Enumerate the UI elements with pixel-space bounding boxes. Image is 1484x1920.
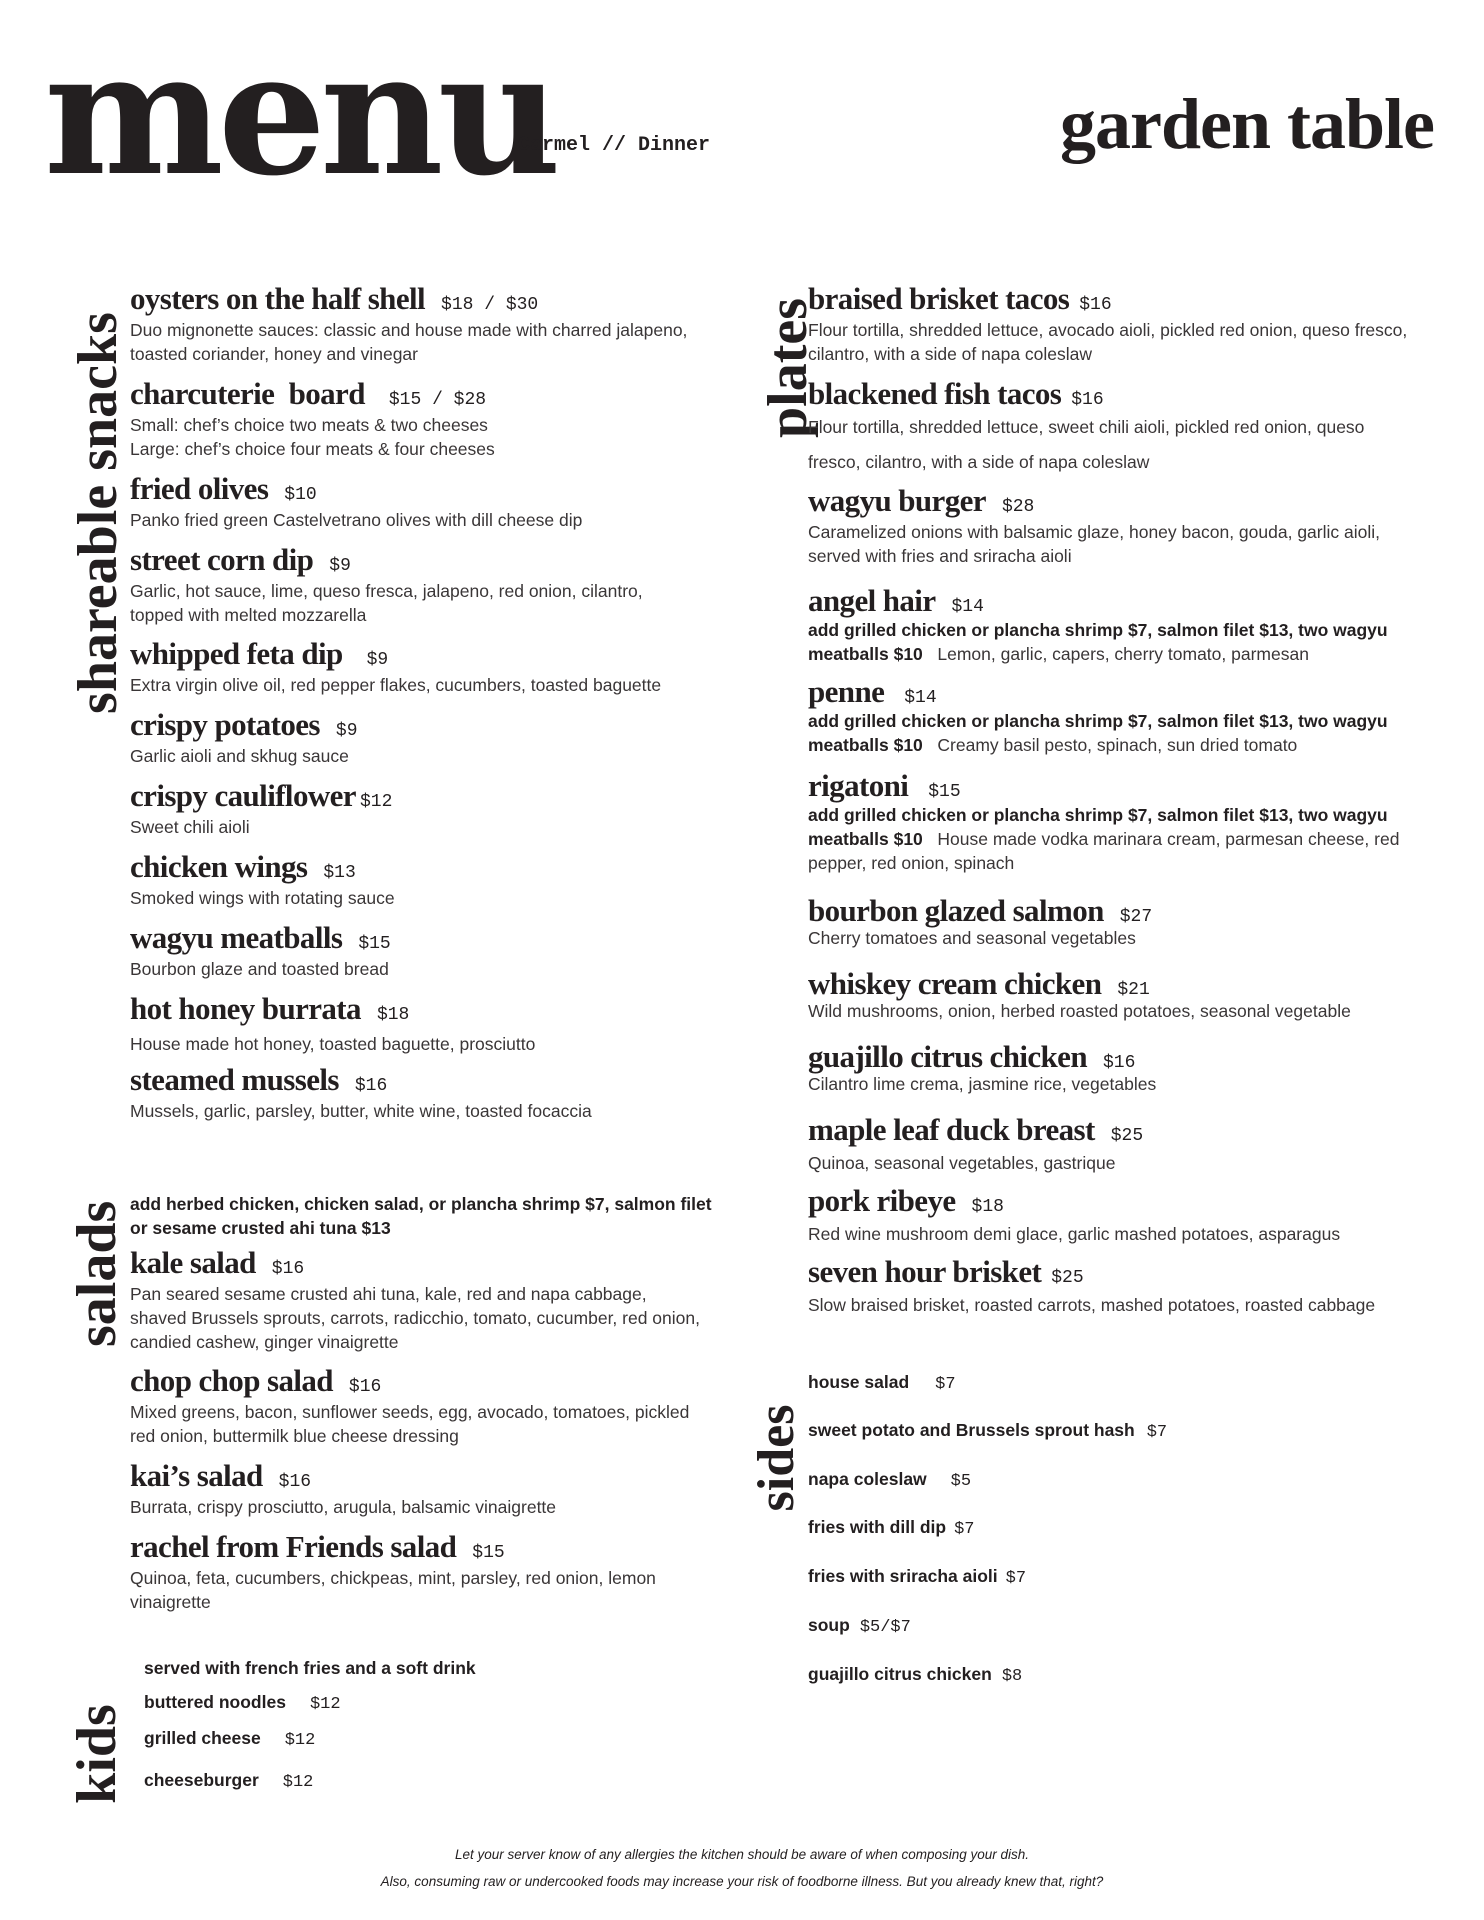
item-price: $15 (928, 782, 961, 802)
menu-item (130, 1246, 700, 1354)
item-price: $21 (1117, 980, 1150, 1000)
item-description: Slow braised brisket, roasted carrots, mashed potatoes, roasted cabbage (808, 1295, 1376, 1315)
menu-item (808, 584, 1428, 666)
menu-item (808, 377, 1364, 474)
item-description: Panko fried green Castelvetrano olives with dill cheese dip (130, 510, 583, 530)
item-price: $14 (904, 688, 937, 708)
item-name: kai’s salad (130, 1458, 263, 1493)
menu-item (808, 484, 1428, 568)
item-price: $7 (935, 1375, 956, 1394)
item-name: hot honey burrata (130, 991, 361, 1026)
item-name: wagyu burger (808, 483, 986, 518)
menu-item (808, 1113, 1143, 1175)
kids-note: served with french fries and a soft drink (144, 1658, 476, 1678)
item-price: $18 / $30 (441, 295, 539, 315)
item-description: Bourbon glaze and toasted bread (130, 959, 389, 979)
item-price: $16 (1079, 295, 1112, 315)
item-price: $12 (359, 792, 393, 812)
restaurant-brand: garden table (1060, 84, 1434, 164)
item-name: chicken wings (130, 849, 308, 884)
item-price: $16 (271, 1259, 305, 1279)
side-item (808, 1372, 956, 1394)
menu-item (130, 1459, 556, 1519)
item-price: $9 (366, 650, 389, 670)
item-price: $18 (971, 1197, 1004, 1217)
item-description: Quinoa, seasonal vegetables, gastrique (808, 1153, 1116, 1173)
item-price: $16 (1071, 390, 1104, 410)
item-description: Cilantro lime crema, jasmine rice, vegetables (808, 1074, 1157, 1094)
item-name: guajillo citrus chicken (808, 1039, 1087, 1074)
section-label-salads: salads (66, 1200, 128, 1347)
item-price: $27 (1119, 907, 1153, 927)
menu-item (808, 1255, 1375, 1317)
item-description: Red wine mushroom demi glace, garlic mashed potatoes, asparagus (808, 1224, 1341, 1244)
menu-item (808, 1040, 1156, 1096)
item-description (808, 618, 1428, 666)
raw-food-warning: Also, consuming raw or undercooked foods may increase your risk of foodborne illness. But you already knew that, right? (380, 1874, 1104, 1889)
item-name: steamed mussels (130, 1062, 339, 1097)
kids-item (144, 1770, 313, 1792)
addon-note: add grilled chicken or plancha shrimp $7, salmon filet $13, two wagyu meatballs $10 (808, 620, 1388, 664)
item-price: $16 (348, 1377, 382, 1397)
item-price: $7 (1146, 1423, 1168, 1442)
item-description: Mussels, garlic, parsley, butter, white wine, toasted focaccia (130, 1101, 592, 1121)
section-label-sides: sides (748, 1404, 805, 1512)
item-name: grilled cheese (144, 1728, 261, 1748)
menu-item (130, 543, 690, 627)
menu-item (808, 1184, 1340, 1246)
menu-item (130, 992, 535, 1056)
item-name: blackened fish tacos (808, 376, 1062, 411)
side-item (808, 1615, 911, 1637)
item-name: cheeseburger (144, 1770, 259, 1790)
item-name: maple leaf duck breast (808, 1112, 1095, 1147)
item-description-text: Lemon, garlic, capers, cherry tomato, parmesan (937, 644, 1309, 664)
side-item (808, 1566, 1026, 1588)
item-description: Flour tortilla, shredded lettuce, sweet chili aioli, pickled red onion, queso (808, 417, 1365, 437)
item-name: fried olives (130, 471, 269, 506)
menu-item (130, 779, 392, 839)
addon-note: add grilled chicken or plancha shrimp $7, salmon filet $13, two wagyu meatballs $10 (808, 805, 1388, 849)
item-name: whipped feta dip (130, 636, 343, 671)
item-price: $16 (1102, 1053, 1136, 1073)
item-price: $9 (329, 556, 351, 576)
allergy-notice: Let your server know of any allergies the kitchen should be aware of when composing your dish. (454, 1847, 1030, 1862)
item-name: crispy cauliflower (130, 778, 356, 813)
item-price: $18 (376, 1005, 410, 1025)
item-price: $8 (1001, 1667, 1023, 1686)
item-price: $5/$7 (859, 1618, 911, 1637)
item-description: Flour tortilla, shredded lettuce, avocado aioli, pickled red onion, queso fresco, cilantro, with a side of napa coleslaw (808, 320, 1408, 364)
item-description: Small: chef’s choice two meats & two cheeses (130, 415, 488, 435)
item-description (808, 803, 1438, 875)
item-description: House made hot honey, toasted baguette, prosciutto (130, 1034, 536, 1054)
kids-item (144, 1692, 341, 1714)
item-name: street corn dip (130, 542, 314, 577)
menu-item (808, 769, 1438, 875)
item-description: Garlic, hot sauce, lime, queso fresca, jalapeno, red onion, cilantro, topped with melted mozzarella (130, 581, 643, 625)
item-name: oysters on the half shell (130, 281, 426, 316)
item-price: $12 (284, 1731, 316, 1750)
item-description: Extra virgin olive oil, red pepper flakes, cucumbers, toasted baguette (130, 675, 662, 695)
item-name: fries with sriracha aioli (808, 1566, 998, 1586)
salads-addon-note: add herbed chicken, chicken salad, or plancha shrimp $7, salmon filet or sesame crusted ahi tuna $13 (130, 1194, 712, 1238)
addon-note: add grilled chicken or plancha shrimp $7, salmon filet $13, two wagyu meatballs $10 (808, 711, 1388, 755)
item-description: Cherry tomatoes and seasonal vegetables (808, 928, 1136, 948)
item-price: $15 / $28 (388, 390, 487, 410)
item-name: penne (808, 674, 885, 709)
item-price: $28 (1001, 497, 1035, 517)
side-item (808, 1664, 1022, 1686)
item-name: sweet potato and Brussels sprout hash (808, 1420, 1135, 1440)
menu-item (130, 472, 582, 532)
item-name: seven hour brisket (808, 1254, 1042, 1289)
menu-item (808, 967, 1351, 1023)
side-item (808, 1420, 1167, 1442)
menu-item (808, 282, 1458, 366)
menu-item (130, 282, 720, 366)
item-price: $16 (278, 1472, 312, 1492)
side-item (808, 1517, 974, 1539)
item-name: pork ribeye (808, 1183, 956, 1218)
menu-item (130, 637, 661, 697)
item-description: Large: chef’s choice four meats & four cheeses (130, 439, 495, 459)
item-price: $15 (358, 934, 391, 954)
item-name: bourbon glazed salmon (808, 893, 1104, 928)
item-price: $25 (1110, 1126, 1144, 1146)
item-price: $25 (1051, 1268, 1084, 1288)
item-price: $5 (950, 1472, 972, 1491)
item-name: braised brisket tacos (808, 281, 1070, 316)
item-name: whiskey cream chicken (808, 966, 1102, 1001)
item-description: Duo mignonette sauces: classic and house made with charred jalapeno, toasted coriander, honey and vinegar (130, 320, 688, 364)
menu-item (130, 921, 391, 981)
item-name: crispy potatoes (130, 707, 320, 742)
item-name: chop chop salad (130, 1363, 333, 1398)
side-item (808, 1469, 971, 1491)
section-label-shareable-snacks: shareable snacks (67, 312, 129, 714)
item-description-text: House made vodka marinara cream, parmesan cheese, red pepper, red onion, spinach (808, 829, 1400, 873)
item-price: $16 (354, 1076, 388, 1096)
item-description: Mixed greens, bacon, sunflower seeds, egg, avocado, tomatoes, pickled red onion, buttermilk blue cheese dressing (130, 1402, 690, 1446)
menu-item (130, 850, 395, 910)
item-description: Pan seared sesame crusted ahi tuna, kale, red and napa cabbage, shaved Brussels sprouts, carrots, radicchio, tomato, cucumber, red onion, candied cashew, ginger vinaigrette (130, 1284, 700, 1352)
item-name: angel hair (808, 583, 936, 618)
item-description: Wild mushrooms, onion, herbed roasted potatoes, seasonal vegetable (808, 1001, 1351, 1021)
item-name: charcuterie board (130, 376, 365, 411)
location-meal-subtitle: Carmel // Dinner (518, 134, 711, 157)
item-price: $13 (323, 863, 356, 883)
menu-item (808, 675, 1428, 757)
item-description: Quinoa, feta, cucumbers, chickpeas, mint, parsley, red onion, lemon vinaigrette (130, 1568, 656, 1612)
menu-logo: menu (44, 14, 556, 214)
item-name: house salad (808, 1372, 910, 1392)
item-name: rachel from Friends salad (130, 1529, 457, 1564)
menu-item (808, 894, 1152, 950)
item-price: $12 (282, 1773, 314, 1792)
item-description: Sweet chili aioli (130, 817, 250, 837)
item-description: Smoked wings with rotating sauce (130, 888, 395, 908)
item-description-text: Creamy basil pesto, spinach, sun dried tomato (937, 735, 1298, 755)
item-price: $12 (309, 1695, 341, 1714)
section-label-plates: plates (757, 298, 819, 438)
item-price: $15 (472, 1543, 505, 1563)
menu-item (130, 1364, 690, 1448)
item-name: rigatoni (808, 768, 909, 803)
item-price: $10 (284, 485, 317, 505)
item-name: soup (808, 1615, 850, 1635)
item-description: Garlic aioli and skhug sauce (130, 746, 349, 766)
item-name: fries with dill dip (808, 1517, 947, 1537)
menu-item (130, 1063, 592, 1123)
menu-item (130, 377, 495, 461)
item-price: $9 (335, 721, 358, 741)
item-price: $7 (1005, 1569, 1027, 1588)
section-label-kids: kids (66, 1704, 128, 1804)
item-name: buttered noodles (144, 1692, 286, 1712)
menu-item (130, 1530, 690, 1614)
item-name: guajillo citrus chicken (808, 1664, 992, 1684)
item-name: napa coleslaw (808, 1469, 927, 1489)
item-description: Burrata, crispy prosciutto, arugula, balsamic vinaigrette (130, 1497, 557, 1517)
item-name: wagyu meatballs (130, 920, 343, 955)
item-description: Caramelized onions with balsamic glaze, honey bacon, gouda, garlic aioli, served with fries and sriracha aioli (808, 522, 1380, 566)
item-name: kale salad (130, 1245, 256, 1280)
menu-item (130, 708, 358, 768)
kids-item (144, 1728, 315, 1750)
item-description (808, 709, 1428, 757)
item-description: fresco, cilantro, with a side of napa coleslaw (808, 452, 1150, 472)
item-price: $7 (954, 1520, 975, 1539)
item-price: $14 (951, 597, 984, 617)
